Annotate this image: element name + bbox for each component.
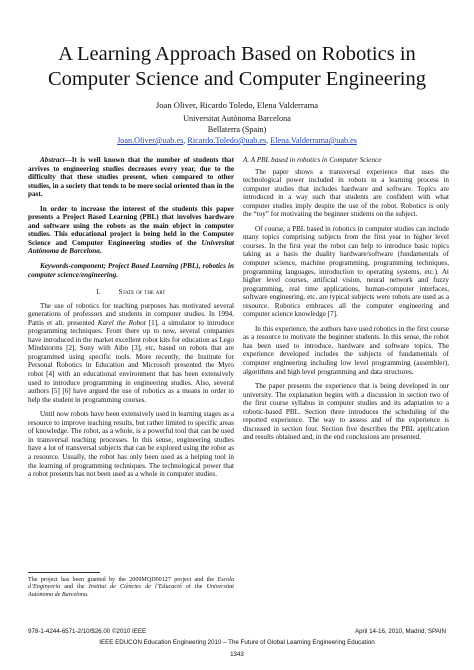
email-link-oliver[interactable]: Joan.Oliver@uab.es bbox=[117, 136, 184, 145]
title-line-2: Computer Science and Computer Engineering bbox=[47, 68, 426, 90]
subsection-a-paragraph-1: The paper shows a transversal experience that uses the technological power included in robots in a learning process in computer studies that includes hardware and software. Topics are introduced in a way such that students are confident with what computer studies imply despite the use of the robot. Robotics is only the “toy” for motivating the beginner students on the subject. bbox=[243, 167, 449, 219]
title-line-1: A Learning Approach Based on Robotics in bbox=[58, 43, 416, 65]
paper-title bbox=[0, 42, 474, 92]
footer-page-number: 1343 bbox=[230, 651, 244, 658]
abstract-label: Abstract bbox=[40, 156, 65, 164]
author-location: Bellaterra (Spain) bbox=[207, 125, 267, 134]
author-emails: Joan.Oliver@uab.es, Ricardo.Toledo@uab.es, Elena.Valderrama@uab.es bbox=[117, 136, 357, 145]
author-block bbox=[0, 100, 474, 146]
section-1-paragraph-1: The use of robotics for teaching purposes has motivated several generations of professors and students in computer studies. In 1994, Pattis et alt. presented Karel the Robot [1], a simulator to introduce programming techniques. From there up to now, several companies have introduced in the market excellent robot kits for education as Lego Mindstorms [2], Sony with Aibo [3], etc, based on robots that are programmed using specific tools. More recently, the Institute for Personal Robotics in Education and Microsoft presented the Myro robot [4] with an educational environment that has been extensively used to introduce programming in engineering studies. Also, several authors [5] [6] have argued the use of robotics as a means in order to help the student in programming courses. bbox=[28, 301, 234, 404]
section-1-paragraph-2: Until now robots have been extensively used in learning stages as a resource to improve teaching results, but rather limited to specific areas of knowledge. The robot, as a whole, is a powerful tool that can be used in transversal teaching processes. In this sense, engineering studies have a lot of transversal subjects that can be explored using the robot as a resource. Usually, the robot has only been used as a helping tool in the learning of programming techniques. The technological power that a robot presents has not been used as a whole in computer studies. bbox=[28, 410, 234, 479]
author-affiliation: Universitat Autònoma Barcelona bbox=[183, 114, 291, 123]
left-column bbox=[28, 156, 234, 479]
subsection-a-paragraph-4: The paper presents the experience that is being developed in our university. The explanation begins with a discussion in section two of the first course syllabus in computer studies and its adaptation to a robotic-based PBL. Section three introduces the scheduling of the reported experience. The way to assess and of the experience is discussed in section four. Section five describes the PBL application and results obtained and, in the end conclusions are presented. bbox=[243, 382, 449, 442]
footer-line-1 bbox=[28, 628, 446, 635]
footnote: The project has been granted by the 2009MQD00127 project and the Escola d’Enginyeria and the Institut de Ciències de l’Educació of the Universitat Autònoma de Barcelona. bbox=[28, 577, 234, 598]
email-link-valderrama[interactable]: Elena.Valderrama@uab.es bbox=[270, 136, 357, 145]
keywords: Keywords-component; Project Based Learning (PBL), robotics in computer science/engineering. bbox=[28, 262, 234, 279]
email-link-toledo[interactable]: Ricardo.Toledo@uab.es bbox=[187, 136, 267, 145]
footnote-divider bbox=[28, 572, 100, 573]
subsection-a-paragraph-3: In this experience, the authors have used robotics in the first course as a resource to motivate the beginner students. In this sense, the robot has been used to introduce, hardware and software topics. The experience developed includes the subjects of fundamentals of computer engineering including low level programming (assembler), algorithms and high level programming and data structures. bbox=[243, 324, 449, 376]
right-column bbox=[243, 156, 449, 442]
abstract-paragraph-1: Abstract—It is well known that the number of students that arrives to engineering studies decreases every year, due to the difficulty that these studies present, when compared to other studies, in a society that tends to be more social oriented than in the past. bbox=[28, 156, 234, 199]
author-names: Joan Oliver, Ricardo Toledo, Elena Valderrama bbox=[155, 100, 319, 110]
subsection-a-paragraph-2: Of course, a PBL based in robotics in computer studies can include many topics comprising subjects from the first year to higher level courses. In the first year the robot can help to introduce basic topics taking as a basis the duality hardware/software (fundamentals of computer science, machine programming, programming techniques, programming languages, introduction to operating systems, etc.). At higher level courses, artificial vision, neural network and fuzzy programming, real time applications, human-computer interfaces, software engineering, etc. are typical subjects were robots are used as a resource. Robotics embraces all the computer engineering and computer science knowledge [7]. bbox=[243, 224, 449, 319]
footer-conference: IEEE EDUCON Education Engineering 2010 – The Future of Global Learning Engineering Education bbox=[99, 639, 375, 646]
footer-isbn: 978-1-4244-6571-2/10/$26.00 ©2010 IEEE bbox=[28, 628, 147, 635]
abstract-paragraph-2: In order to increase the interest of the students this paper presents a Project Based Learning (PBL) that involves hardware and software using the robots as the main object in computer studies. This educational project is being held in the Computer Science and Computer Engineering studies of the Universitat Autònoma de Barcelona. bbox=[28, 204, 234, 256]
subsection-a-heading: A. A PBL based in robotics in Computer Science bbox=[243, 156, 382, 164]
footer-date: April 14-16, 2010, Madrid, SPAIN bbox=[354, 628, 446, 635]
section-1-heading: I. State of the art bbox=[96, 288, 166, 297]
